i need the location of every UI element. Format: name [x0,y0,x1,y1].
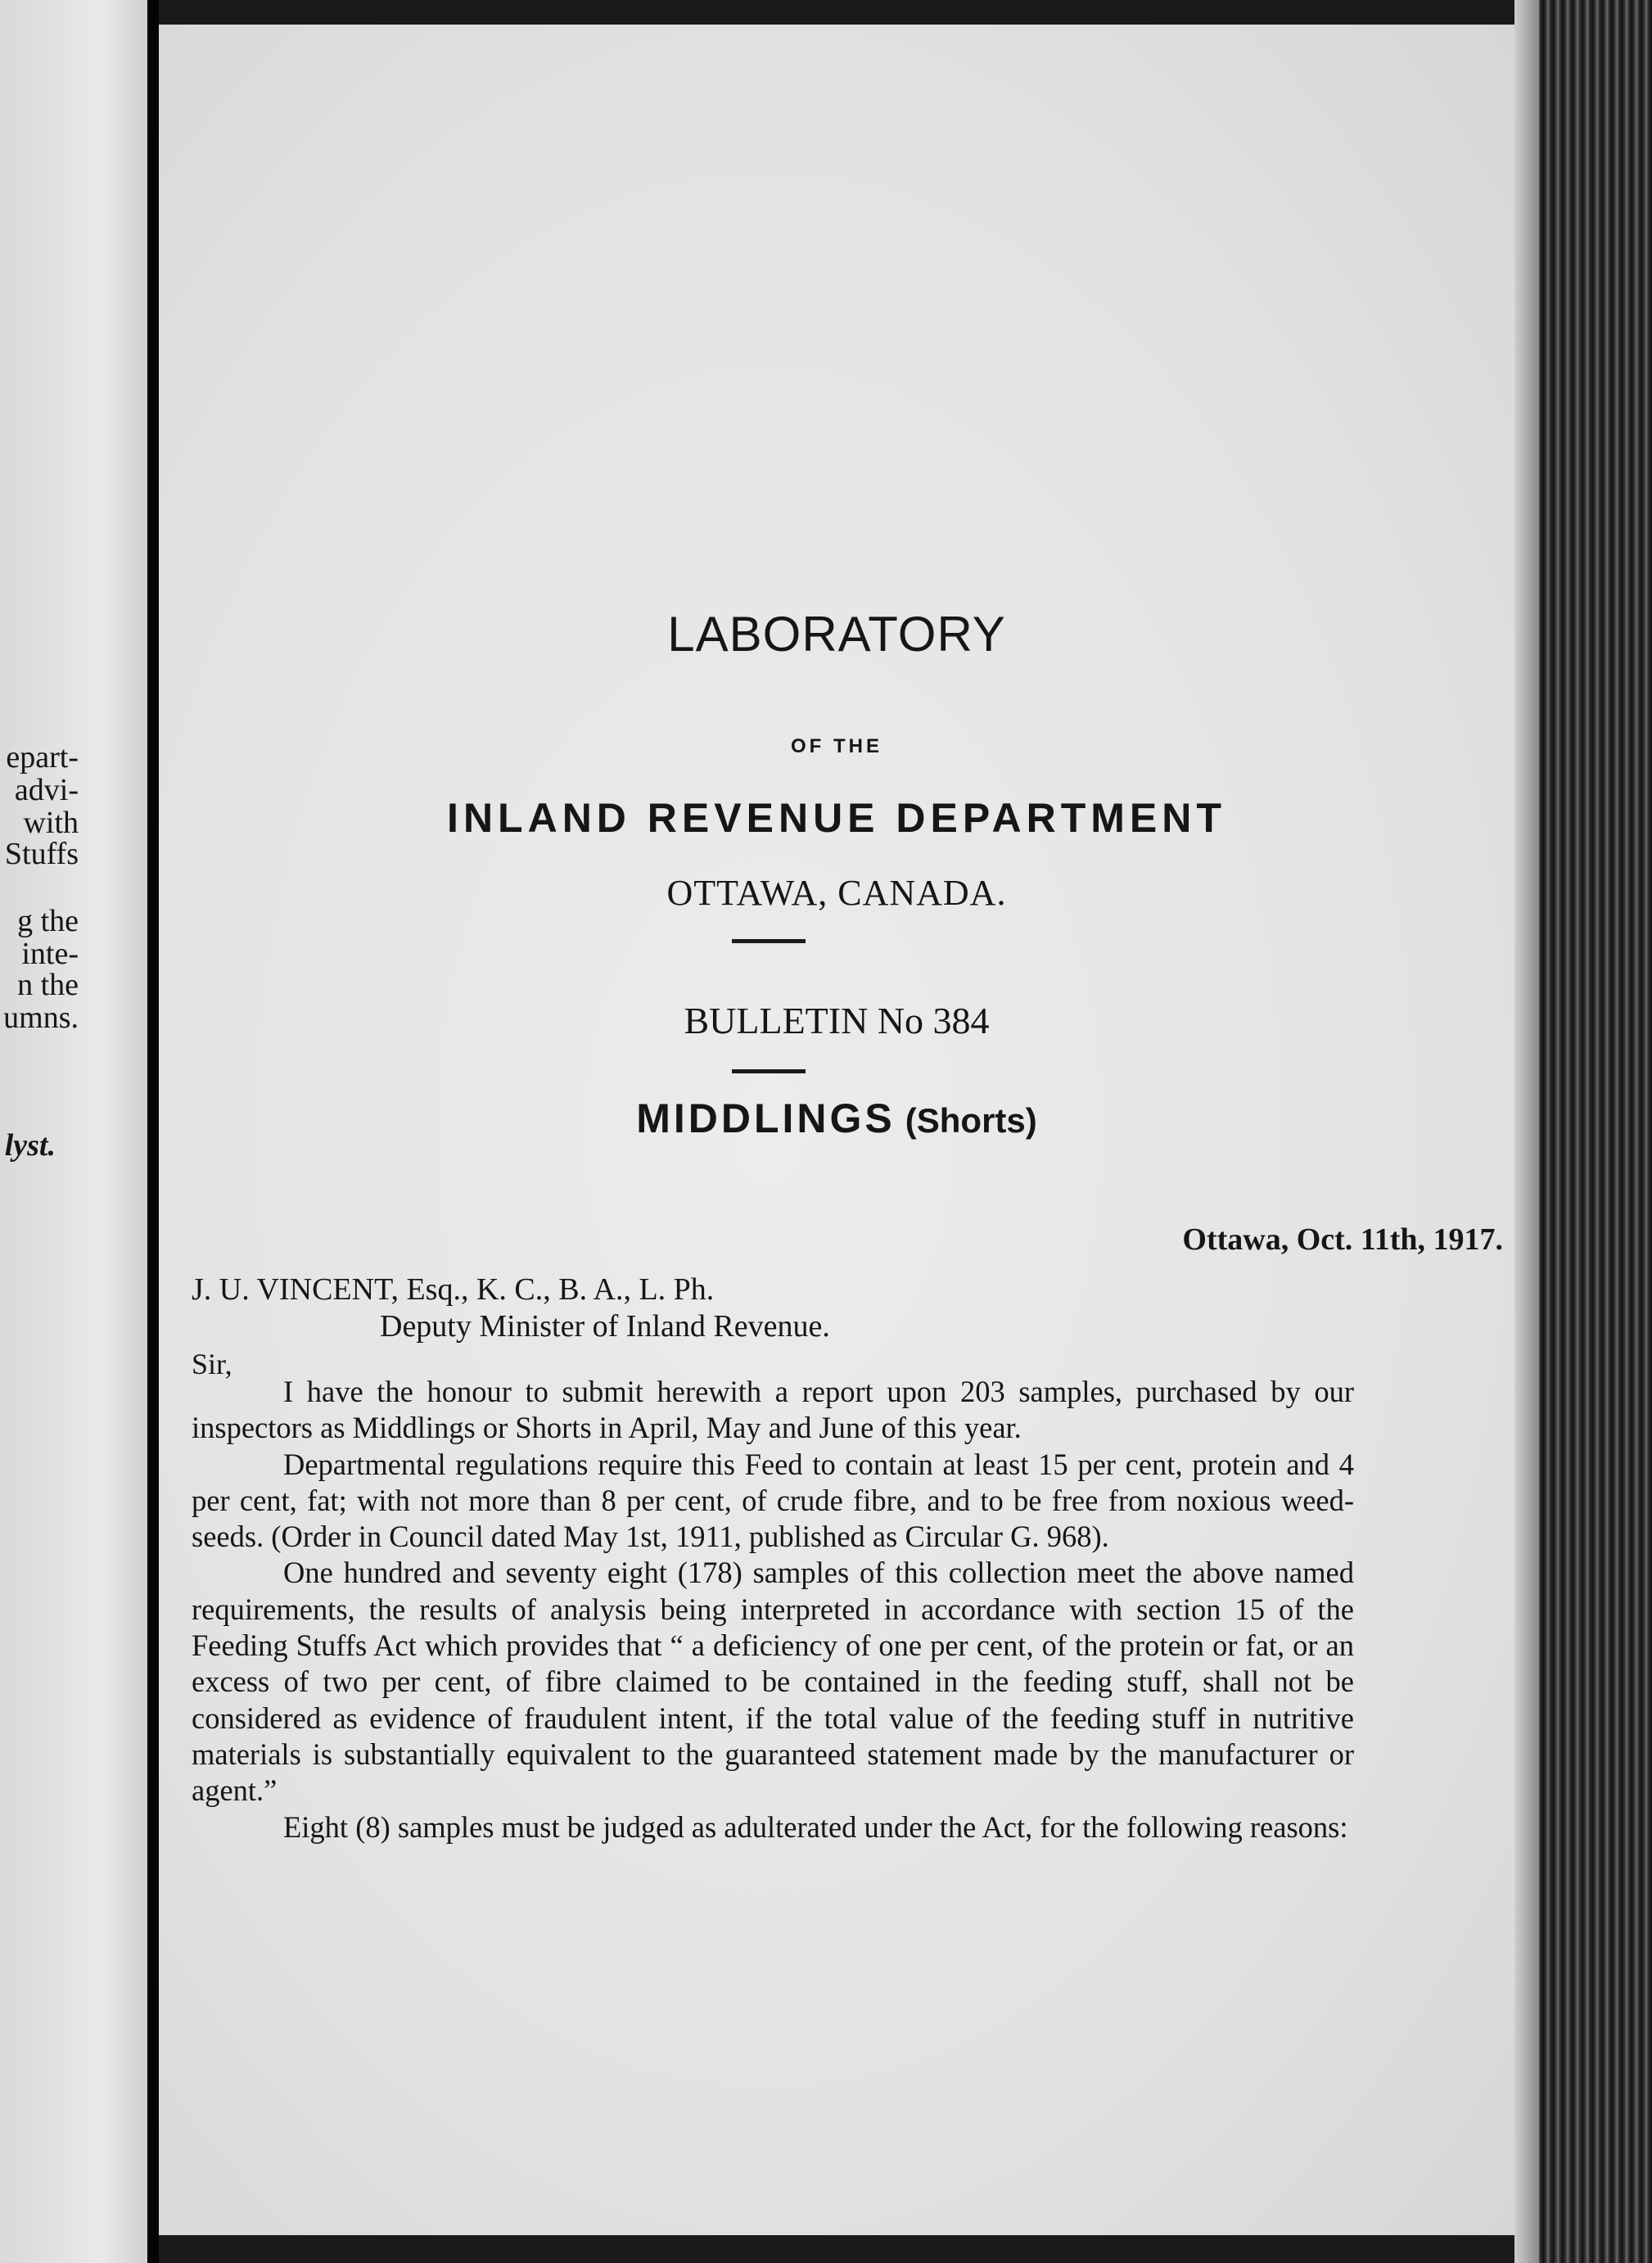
scan-border-bottom [159,2235,1514,2263]
body-paragraph: Eight (8) samples must be judged as adulterated under the Act, for the following reasons: [283,1809,1348,1844]
bulletin-number: BULLETIN No 384 [684,1000,990,1041]
bulletin-subject [159,1095,1514,1142]
left-page-line: epart- [6,740,79,775]
divider-rule [732,939,806,943]
addressee-title: Deputy Minister of Inland Revenue. [380,1309,830,1344]
letter-body [192,1374,1354,1845]
body-paragraph: I have the honour to submit herewith a report upon 203 samples, purchased by our inspectors as Middlings or Shorts in April, May and June of this year. [192,1375,1354,1445]
letter-date-text: Ottawa, Oct. 11th, 1917. [1182,1222,1503,1257]
letter-addressee: J. U. VINCENT, Esq., K. C., B. A., L. Ph. [192,1272,715,1307]
left-page-line: inte- [21,937,79,971]
title-connector: OF THE [791,735,882,757]
document-page [159,25,1514,2235]
left-page-line: g the [17,904,79,938]
left-page-line: lyst. [4,1128,56,1163]
page-edges-right [1514,0,1652,2263]
location-line: OTTAWA, CANADA. [666,873,1007,913]
letter-salutation: Sir, [192,1348,232,1380]
left-page-line: umns. [3,1001,79,1035]
left-page-line: with [23,806,79,840]
department-name: INLAND REVENUE DEPARTMENT [447,795,1226,841]
divider-rule [732,1069,806,1073]
left-page-line: n the [17,968,79,1002]
body-paragraph: Departmental regulations require this Feed to contain at least 15 per cent, protein and 4 per cent, fat; with not more than 8 per cent, of crude fibre, and to be free from noxious weed-seeds. (Order in Council dated May 1st, 1911, published as Circular G. 968). [192,1447,1354,1554]
left-page-line: Stuffs [4,837,79,871]
left-page-line: advi- [14,773,79,807]
body-paragraph: One hundred and seventy eight (178) samples of this collection meet the above named requirements, the results of analysis being interpreted in accordance with section 15 of the Feeding Stuffs Act which provides that “ a deficiency of one per cent, of the protein or fat, or an excess of two per cent, of fibre claimed to be contained in the feeding stuff, shall not be considered as evidence of fraudulent intent, if the total value of the feeding stuff in nutritive materials is substantially equivalent to the guaranteed statement made by the manufacturer or agent.” [192,1556,1354,1808]
page-title: LABORATORY [667,607,1006,662]
left-page-fragment [0,0,147,2263]
letter-date [159,1222,1514,1258]
scan-border-top [159,0,1514,25]
book-gutter [147,0,159,2263]
subject-parenthetical: (Shorts) [905,1101,1037,1140]
subject-main: MIDDLINGS [636,1095,896,1141]
